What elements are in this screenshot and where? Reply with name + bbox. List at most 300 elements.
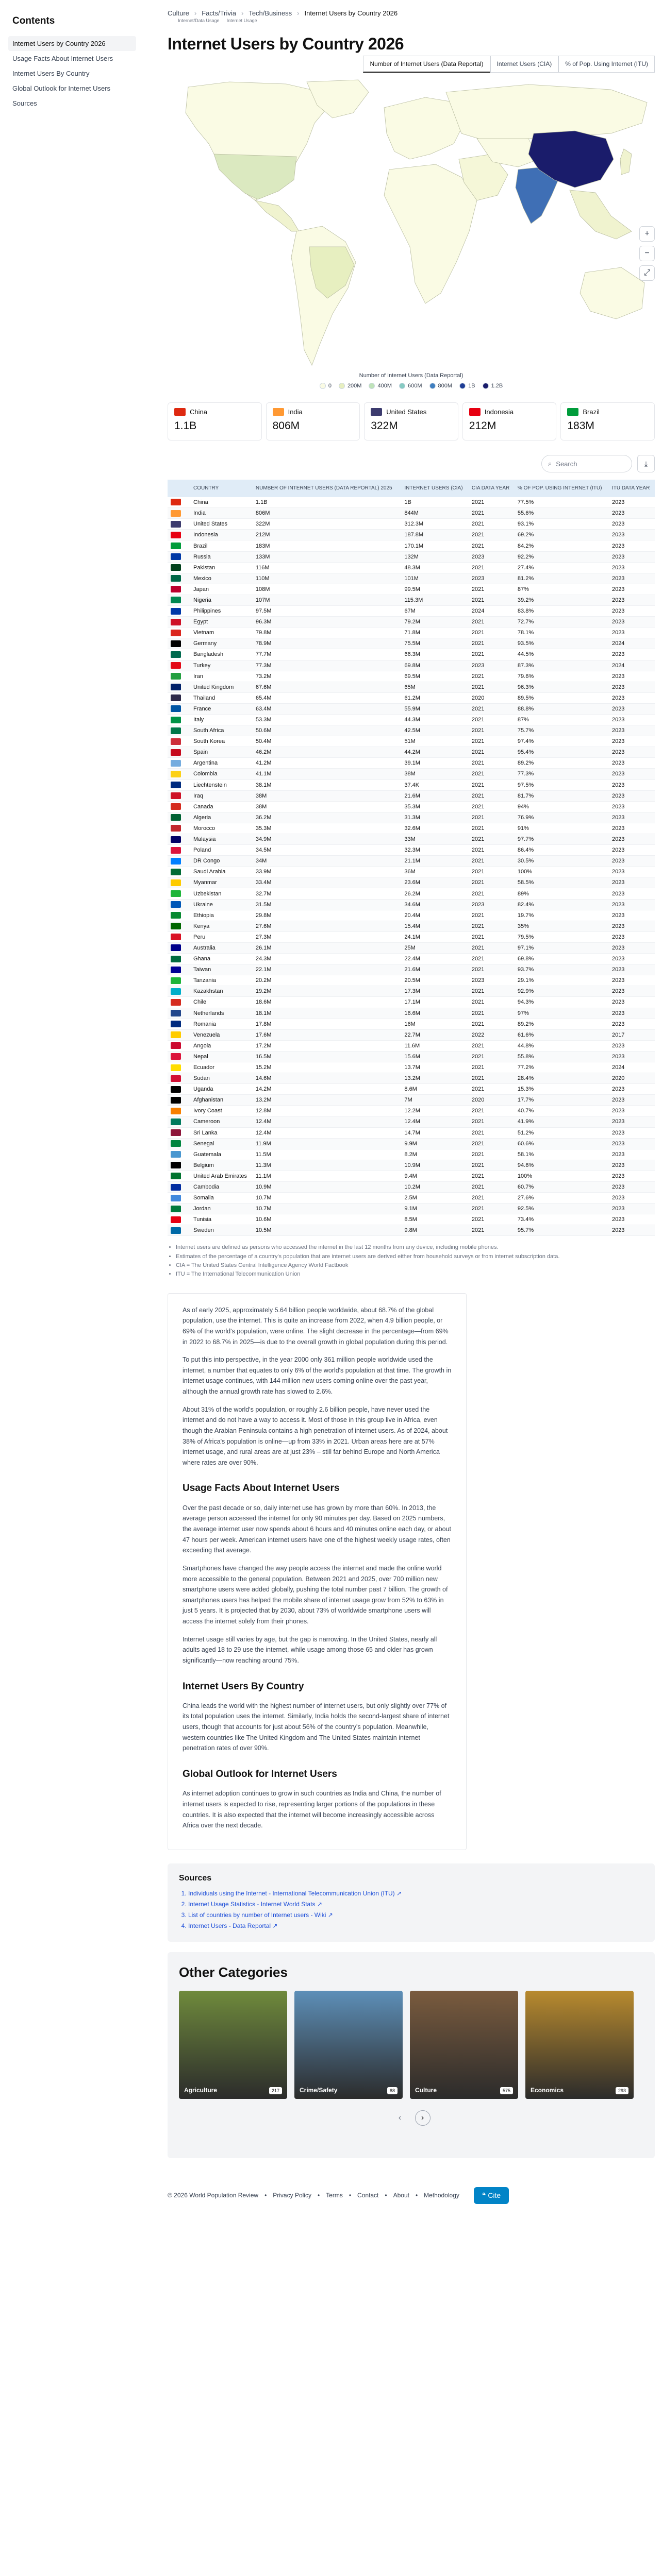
table-cell: 34.5M [253, 845, 402, 856]
table-cell: 9.1M [401, 1204, 469, 1214]
table-row [168, 856, 655, 867]
source-link[interactable]: Individuals using the Internet - International Telecommunication Union (ITU) [188, 1889, 395, 1897]
legend-item [483, 383, 503, 389]
footer-link-privacy[interactable]: Privacy Policy [273, 2192, 311, 2199]
table-row [168, 964, 655, 975]
table-row [168, 617, 655, 628]
table-cell: 2021 [469, 1084, 515, 1095]
table-cell: Ukraine [190, 899, 253, 910]
next-arrow-icon[interactable]: › [415, 2110, 431, 2126]
table-cell: 2023 [609, 747, 655, 758]
flag-icon [171, 890, 181, 897]
tab-itu[interactable]: % of Pop. Using Internet (ITU) [558, 56, 655, 73]
table-cell: 2021 [469, 1127, 515, 1138]
legend-label: 0 [328, 383, 332, 389]
table-row [168, 779, 655, 790]
flag-cell [168, 1214, 190, 1225]
flag-icon [171, 1031, 181, 1038]
column-header[interactable]: COUNTRY [190, 480, 253, 497]
table-cell: 32.6M [401, 823, 469, 834]
table-body [168, 497, 655, 1236]
flag-cell [168, 692, 190, 703]
table-cell: 2021 [469, 1160, 515, 1171]
flag-cell [168, 1204, 190, 1214]
subcrumb-internet-data-usage[interactable]: Internet/Data Usage [178, 18, 220, 23]
flag-cell [168, 1106, 190, 1116]
table-cell: 27.6M [253, 921, 402, 931]
table-cell: Somalia [190, 1193, 253, 1204]
map-tabs [168, 56, 655, 73]
flag-cell [168, 584, 190, 595]
card-country: India [288, 408, 303, 416]
table-cell: 97.1% [515, 942, 609, 953]
table-cell: 2024 [609, 660, 655, 671]
legend-label: 200M [347, 383, 362, 389]
table-cell: 170.1M [401, 540, 469, 551]
table-cell: 2021 [469, 747, 515, 758]
category-card[interactable] [525, 1991, 634, 2099]
table-cell: 2021 [469, 1116, 515, 1127]
flag-icon [171, 738, 181, 745]
table-cell: Ecuador [190, 1062, 253, 1073]
table-cell: 13.2M [401, 1073, 469, 1084]
article-paragraph: As internet adoption continues to grow in such countries as India and China, the number of internet users is expected to rise, representing larger portions of the populations in these countries. It is also expected that the internet will become increasingly accessible across Africa over the next decade. [183, 1790, 441, 1829]
category-card[interactable] [410, 1991, 518, 2099]
footer-link-methodology[interactable]: Methodology [424, 2192, 459, 2199]
table-cell: 115.3M [401, 595, 469, 605]
table-cell: 87% [515, 714, 609, 725]
table-cell: Senegal [190, 1138, 253, 1149]
table-cell: 2023 [609, 714, 655, 725]
table-cell: 2021 [469, 1019, 515, 1029]
table-cell: 11.6M [401, 1040, 469, 1051]
column-header[interactable]: ITU DATA YEAR [609, 480, 655, 497]
table-cell: 2023 [609, 1182, 655, 1193]
table-cell: 10.2M [401, 1182, 469, 1193]
table-cell: 17.7% [515, 1095, 609, 1106]
table-cell: United States [190, 519, 253, 530]
table-cell: 2021 [469, 1182, 515, 1193]
table-cell: 844M [401, 508, 469, 519]
table-row [168, 660, 655, 671]
table-row [168, 823, 655, 834]
flag-cell [168, 671, 190, 682]
breadcrumb-separator: › [241, 9, 244, 17]
card-value: 1.1B [174, 420, 197, 432]
flag-icon [171, 684, 181, 690]
flag-icon [171, 521, 181, 528]
table-toolbar [168, 455, 655, 472]
tab-data-reportal[interactable]: Number of Internet Users (Data Reportal) [363, 56, 490, 73]
legend-title: Number of Internet Users (Data Reportal) [359, 372, 464, 379]
table-row [168, 747, 655, 758]
category-label: Economics [531, 2086, 564, 2094]
table-cell: 65.4M [253, 692, 402, 703]
category-card[interactable] [179, 1991, 287, 2099]
table-cell: 2021 [469, 964, 515, 975]
table-cell: 33.9M [253, 867, 402, 877]
flag-cell [168, 1160, 190, 1171]
tab-cia[interactable]: Internet Users (CIA) [490, 56, 559, 73]
breadcrumb-facts-trivia[interactable]: Facts/Trivia [202, 9, 236, 17]
table-cell: India [190, 508, 253, 519]
country-card[interactable] [364, 402, 458, 440]
table-cell: 94.6% [515, 1160, 609, 1171]
flag-icon [171, 1195, 181, 1201]
category-count: 88 [387, 2087, 398, 2094]
flag-icon [171, 1151, 181, 1158]
table-cell: 2023 [609, 899, 655, 910]
table-cell: Angola [190, 1040, 253, 1051]
flag-icon [273, 408, 284, 416]
table-cell: 2023 [609, 551, 655, 562]
column-header[interactable]: % OF POP. USING INTERNET (ITU) [515, 480, 609, 497]
table-cell: 20.4M [401, 910, 469, 921]
article-paragraph: To put this into perspective, in the year 2000 only 361 million people worldwide used the internet, a number that equates to only 6% of the world's population at that time. The growth in internet usage continues, with 144 million new users coming online over the past year, although the annual growth rate has slowed to 2.6%. [183, 1356, 452, 1396]
table-cell: 9.8M [401, 1225, 469, 1236]
flag-cell [168, 779, 190, 790]
table-cell: Belgium [190, 1160, 253, 1171]
table-cell: 29.8M [253, 910, 402, 921]
table-cell: 34.6M [401, 899, 469, 910]
table-row [168, 931, 655, 942]
table-cell: 87% [515, 584, 609, 595]
table-cell: 2023 [609, 790, 655, 801]
table-cell: 2021 [469, 1106, 515, 1116]
table-row [168, 1051, 655, 1062]
flag-icon [171, 717, 181, 723]
table-cell: Ivory Coast [190, 1106, 253, 1116]
table-cell: 93.5% [515, 638, 609, 649]
table-cell: 73.4% [515, 1214, 609, 1225]
table-cell: 2017 [609, 1029, 655, 1040]
table-cell: 10.7M [253, 1193, 402, 1204]
flag-cell [168, 1116, 190, 1127]
source-link[interactable]: Internet Users - Data Reportal [188, 1922, 271, 1929]
table-cell: 2021 [469, 628, 515, 638]
flag-icon [171, 825, 181, 832]
card-value: 212M [469, 420, 496, 432]
table-cell: 20.5M [401, 975, 469, 986]
flag-icon [171, 499, 181, 505]
table-row [168, 1029, 655, 1040]
table-cell: Canada [190, 801, 253, 812]
table-cell: Malaysia [190, 834, 253, 845]
legend-item [320, 383, 332, 389]
flag-icon [171, 912, 181, 919]
table-cell: 9.9M [401, 1138, 469, 1149]
flag-icon [171, 1129, 181, 1136]
table-cell: 69.8% [515, 954, 609, 964]
table-cell: 2023 [609, 954, 655, 964]
flag-icon [171, 977, 181, 984]
table-cell: 29.1% [515, 975, 609, 986]
table-cell: 38.1M [253, 779, 402, 790]
flag-icon [171, 1097, 181, 1104]
map-zoom-controls [639, 226, 655, 281]
toc-item-sources[interactable]: Sources [12, 99, 37, 107]
flag-cell [168, 845, 190, 856]
table-cell: 95.7% [515, 1225, 609, 1236]
category-label: Crime/Safety [300, 2086, 338, 2094]
footer-separator: • [317, 2192, 320, 2199]
table-cell: 51.2% [515, 1127, 609, 1138]
table-cell: 19.7% [515, 910, 609, 921]
column-header[interactable]: NUMBER OF INTERNET USERS (DATA REPORTAL) 2025 [253, 480, 402, 497]
table-cell: 2023 [609, 617, 655, 628]
legend-item [399, 383, 422, 389]
table-cell: 2021 [469, 1040, 515, 1051]
external-link-icon: ↗ [317, 1900, 322, 1908]
table-cell: 2023 [609, 682, 655, 692]
table-cell: 97.5% [515, 779, 609, 790]
table-cell: 2021 [469, 986, 515, 997]
flag-icon [171, 532, 181, 538]
footer-link-terms[interactable]: Terms [326, 2192, 343, 2199]
flag-cell [168, 986, 190, 997]
table-cell: 2023 [609, 877, 655, 888]
table-cell: 94% [515, 801, 609, 812]
table-cell: 11.5M [253, 1149, 402, 1160]
zoom-in-icon[interactable]: + [639, 226, 655, 242]
table-row [168, 649, 655, 660]
column-header[interactable]: CIA DATA YEAR [469, 480, 515, 497]
toc-item-by-country[interactable]: Internet Users By Country [12, 70, 90, 77]
table-cell: 2023 [609, 671, 655, 682]
flag-icon [171, 1227, 181, 1234]
flag-icon [171, 1086, 181, 1093]
table-cell: 91% [515, 823, 609, 834]
table-cell: 69.5M [401, 671, 469, 682]
table-cell: 36M [401, 867, 469, 877]
flag-icon [171, 760, 181, 767]
table-row [168, 1160, 655, 1171]
table-cell: DR Congo [190, 856, 253, 867]
table-row [168, 628, 655, 638]
table-cell: 66.3M [401, 649, 469, 660]
table-cell: 2021 [469, 931, 515, 942]
table-row [168, 736, 655, 747]
legend-label: 600M [408, 383, 422, 389]
table-cell: 2023 [609, 1204, 655, 1214]
table-cell: 2021 [469, 769, 515, 779]
table-cell: 2023 [469, 573, 515, 584]
table-cell: 44.2M [401, 747, 469, 758]
table-cell: 2021 [469, 682, 515, 692]
flag-cell [168, 1073, 190, 1084]
table-cell: 2021 [469, 703, 515, 714]
table-cell: 107M [253, 595, 402, 605]
table-cell: Kazakhstan [190, 986, 253, 997]
table-cell: Mexico [190, 573, 253, 584]
table-cell: 2023 [609, 1106, 655, 1116]
table-cell: 2024 [469, 606, 515, 617]
table-cell: 16.5M [253, 1051, 402, 1062]
table-cell: 96.3M [253, 617, 402, 628]
flag-cell [168, 1193, 190, 1204]
table-cell: 2021 [469, 671, 515, 682]
external-link-icon: ↗ [272, 1922, 278, 1929]
source-link[interactable]: Internet Usage Statistics - Internet World Stats [188, 1900, 316, 1908]
flag-icon [171, 771, 181, 777]
table-row [168, 986, 655, 997]
fullscreen-icon[interactable]: ⤢ [639, 265, 655, 281]
table-cell: 2023 [609, 997, 655, 1008]
other-categories-title: Other Categories [179, 1964, 288, 1980]
flag-cell [168, 867, 190, 877]
footer-link-contact[interactable]: Contact [357, 2192, 379, 2199]
table-cell: Nigeria [190, 595, 253, 605]
country-card[interactable] [560, 402, 655, 440]
table-cell: 14.2M [253, 1084, 402, 1095]
table-cell: Colombia [190, 769, 253, 779]
table-cell: 2021 [469, 714, 515, 725]
table-cell: 2021 [469, 508, 515, 519]
flag-cell [168, 714, 190, 725]
table-cell: 2021 [469, 758, 515, 769]
table-cell: 73.2M [253, 671, 402, 682]
table-cell: 21.6M [401, 790, 469, 801]
table-cell: 110M [253, 573, 402, 584]
table-cell: 75.7% [515, 725, 609, 736]
flag-cell [168, 519, 190, 530]
world-map[interactable] [168, 77, 655, 370]
table-cell: 30.5% [515, 856, 609, 867]
table-row [168, 1127, 655, 1138]
flag-cell [168, 1040, 190, 1051]
table-cell: 17.1M [401, 997, 469, 1008]
table-cell: 78.9M [253, 638, 402, 649]
table-cell: 32.7M [253, 888, 402, 899]
toc-item-usage-facts[interactable]: Usage Facts About Internet Users [12, 55, 113, 62]
flag-icon [171, 727, 181, 734]
table-cell: 22.4M [401, 954, 469, 964]
table-row [168, 703, 655, 714]
table-cell: United Kingdom [190, 682, 253, 692]
table-cell: 2021 [469, 1073, 515, 1084]
subcrumb-internet-usage[interactable]: Internet Usage [226, 18, 257, 23]
flag-cell [168, 660, 190, 671]
table-cell: 83.8% [515, 606, 609, 617]
flag-cell [168, 942, 190, 953]
table-cell: 10.6M [253, 1214, 402, 1225]
table-cell: Venezuela [190, 1029, 253, 1040]
table-cell: 55.8% [515, 1051, 609, 1062]
table-cell: 312.3M [401, 519, 469, 530]
source-link[interactable]: List of countries by number of Internet users - Wiki [188, 1911, 326, 1919]
table-cell: Brazil [190, 540, 253, 551]
footer-link-about[interactable]: About [393, 2192, 409, 2199]
breadcrumb-culture[interactable]: Culture [168, 9, 189, 17]
prev-arrow-icon[interactable]: ‹ [398, 2113, 402, 2122]
article-paragraph: Smartphones have changed the way people access the internet and made the online world more accessible to the general population. Between 2021 and 2025, over 700 million new smartphone users were added globally, pushing the total number past 7 billion. The growth of smartphones users has helped the mobile share of internet usage grow from 52% to 63% in just 5 years. It is projected that by 2030, about 73% of worldwide smartphone users will access the internet solely from their phones. [183, 1564, 448, 1625]
table-cell: 1B [401, 497, 469, 508]
table-row [168, 1116, 655, 1127]
table-cell: 2023 [609, 1084, 655, 1095]
flag-icon [171, 586, 181, 592]
country-card[interactable] [168, 402, 262, 440]
table-cell: 2021 [469, 1225, 515, 1236]
map-legend [168, 372, 655, 389]
table-row [168, 812, 655, 823]
country-card[interactable] [462, 402, 557, 440]
legend-label: 1B [468, 383, 475, 389]
table-row [168, 562, 655, 573]
table-cell: 2023 [469, 551, 515, 562]
table-cell: 39.2% [515, 595, 609, 605]
search-input[interactable] [541, 455, 632, 472]
table-cell: 2020 [469, 1095, 515, 1106]
category-card[interactable] [294, 1991, 403, 2099]
footer-separator: • [415, 2192, 418, 2199]
table-cell: Sweden [190, 1225, 253, 1236]
flag-cell [168, 801, 190, 812]
table-cell: 23.6M [401, 877, 469, 888]
table-row [168, 519, 655, 530]
cite-button[interactable] [474, 2187, 509, 2204]
table-row [168, 1214, 655, 1225]
table-cell: 2021 [469, 845, 515, 856]
article-paragraph: Over the past decade or so, daily internet use has grown by more than 60%. In 2013, the average person accessed the internet for only 90 minutes per day. Based on 2025 numbers, the average internet user now spends about 6 hours and 40 minutes online each day, or about 47 hours per week. American internet users have one of the highest weekly usage rates, often exceeding that average. [183, 1504, 451, 1554]
download-icon: ⤓ [644, 459, 648, 468]
sources-section [168, 1863, 655, 1942]
flag-icon [171, 543, 181, 549]
table-cell: 2021 [469, 497, 515, 508]
table-cell: 133M [253, 551, 402, 562]
table-row [168, 1095, 655, 1106]
flag-cell [168, 617, 190, 628]
table-cell: 93.7% [515, 964, 609, 975]
table-cell: 2023 [609, 769, 655, 779]
table-cell: Algeria [190, 812, 253, 823]
table-row [168, 1182, 655, 1193]
category-count: 575 [500, 2087, 513, 2094]
breadcrumb-tech-business[interactable]: Tech/Business [249, 9, 292, 17]
table-cell: 27.3M [253, 931, 402, 942]
flag-icon [171, 988, 181, 995]
table-cell: 2021 [469, 790, 515, 801]
toc-item-global-outlook[interactable]: Global Outlook for Internet Users [12, 84, 111, 92]
flag-cell [168, 747, 190, 758]
table-cell: 63.4M [253, 703, 402, 714]
table-cell: 2023 [609, 856, 655, 867]
table-cell: Australia [190, 942, 253, 953]
flag-cell [168, 649, 190, 660]
table-cell: 27.4% [515, 562, 609, 573]
flag-icon [171, 792, 181, 799]
table-cell: 2023 [609, 1008, 655, 1019]
table-cell: 2023 [469, 660, 515, 671]
table-row [168, 725, 655, 736]
country-card[interactable] [266, 402, 360, 440]
download-button[interactable] [637, 455, 655, 472]
flag-cell [168, 530, 190, 540]
table-cell: 2021 [469, 867, 515, 877]
table-row [168, 671, 655, 682]
table-cell: 58.1% [515, 1149, 609, 1160]
flag-icon [171, 564, 181, 571]
table-cell: Argentina [190, 758, 253, 769]
table-cell: 12.8M [253, 1106, 402, 1116]
toc-item-internet-users-2026[interactable]: Internet Users by Country 2026 [8, 36, 136, 51]
table-cell: 53.3M [253, 714, 402, 725]
legend-items [168, 383, 655, 389]
zoom-out-icon[interactable]: − [639, 246, 655, 261]
column-header[interactable]: INTERNET USERS (CIA) [401, 480, 469, 497]
table-cell: 2021 [469, 921, 515, 931]
table-cell: 2023 [609, 1095, 655, 1106]
flag-cell [168, 1029, 190, 1040]
